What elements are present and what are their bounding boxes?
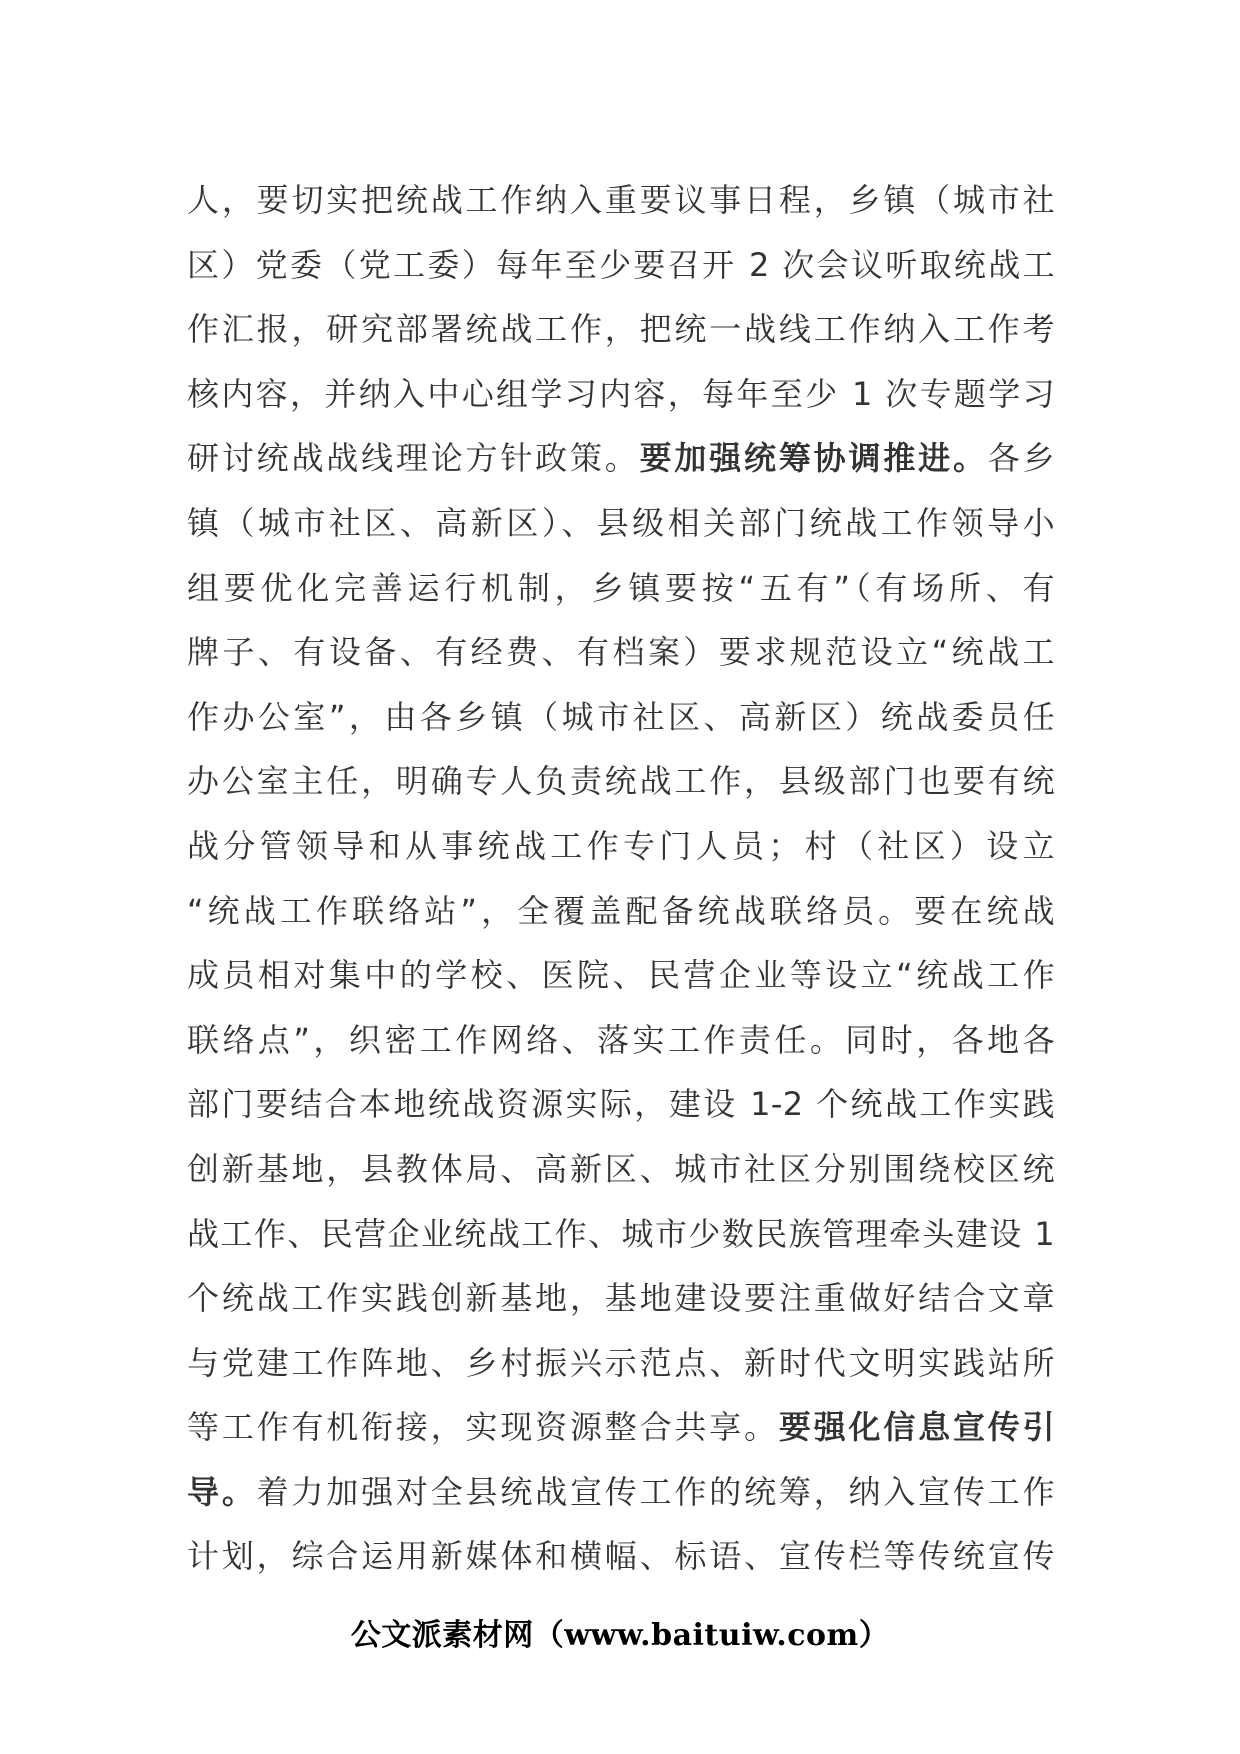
body-text-segment: 战分管领导和从事统战工作专门人员；村（社区）设立 [187,826,1055,865]
body-text-segment: 各乡 [987,439,1055,478]
body-text-segment: 人，要切实把统战工作纳入重要议事日程，乡镇（城市社 [187,181,1055,219]
body-text-segment: “统战工作联络站”，全覆盖配备统战联络员。要在统战 [187,891,1055,930]
body-text-segment: 作汇报，研究部署统战工作，把统一战线工作纳入工作考 [187,310,1055,349]
body-text-segment: 组要优化完善运行机制，乡镇要按“五有”（有场所、有 [187,568,1055,607]
document-body [187,168,1055,1589]
footer-watermark: 公文派素材网（www.baituiw.com） [350,1618,890,1653]
text-line [187,1202,1055,1267]
text-line [187,1137,1055,1202]
body-text-segment: 作办公室”，由各乡镇（城市社区、高新区）统战委员任 [187,697,1055,736]
bold-heading-text: 导。 [187,1472,257,1511]
text-line [187,556,1055,621]
text-line [187,1266,1055,1331]
text-line [187,1395,1055,1460]
text-line [187,685,1055,750]
body-text-segment: 区）党委（党工委）每年至少要召开 2 次会议听取统战工 [187,245,1055,284]
body-text-segment: 核内容，并纳入中心组学习内容，每年至少 1 次专题学习 [187,374,1055,413]
text-line [187,1008,1055,1073]
body-text-segment: 牌子、有设备、有经费、有档案）要求规范设立“统战工 [187,633,1055,672]
body-text-segment: 着力加强对全县统战宣传工作的统筹，纳入宣传工作 [256,1472,1055,1511]
text-line [187,879,1055,944]
text-line [187,943,1055,1008]
body-text-segment: 部门要结合本地统战资源实际，建设 1-2 个统战工作实践 [187,1085,1055,1124]
body-text-segment: 个统战工作实践创新基地，基地建设要注重做好结合文章 [187,1279,1055,1318]
bold-heading-text: 要强化信息宣传引 [778,1408,1055,1447]
text-line [187,749,1055,814]
body-text-segment: 战工作、民营企业统战工作、城市少数民族管理牵头建设 1 [187,1214,1055,1253]
body-text-segment: 联络点”，织密工作网络、落实工作责任。同时，各地各 [187,1020,1055,1059]
body-text-segment: 成员相对集中的学校、医院、民营企业等设立“统战工作 [187,956,1055,995]
text-line [187,1460,1055,1525]
text-line [187,1072,1055,1137]
bold-heading-text: 要加强统筹协调推进。 [639,439,988,478]
text-line [187,814,1055,879]
body-text-segment: 计划，综合运用新媒体和横幅、标语、宣传栏等传统宣传 [187,1537,1055,1576]
text-line [187,620,1055,685]
text-line [187,1524,1055,1589]
text-line [187,1331,1055,1396]
text-line [187,297,1055,362]
body-text-segment: 镇（城市社区、高新区）、县级相关部门统战工作领导小 [187,503,1055,542]
body-text-segment: 创新基地，县教体局、高新区、城市社区分别围绕校区统 [187,1149,1055,1188]
text-line [187,233,1055,298]
body-text-segment: 与党建工作阵地、乡村振兴示范点、新时代文明实践站所 [187,1343,1055,1382]
text-line [187,426,1055,491]
body-text-segment: 办公室主任，明确专人负责统战工作，县级部门也要有统 [187,762,1055,801]
text-line [187,362,1055,427]
body-text-segment: 等工作有机衔接，实现资源整合共享。 [187,1408,779,1447]
text-line [187,168,1055,233]
body-text-segment: 研讨统战战线理论方针政策。 [187,439,640,478]
text-line [187,491,1055,556]
